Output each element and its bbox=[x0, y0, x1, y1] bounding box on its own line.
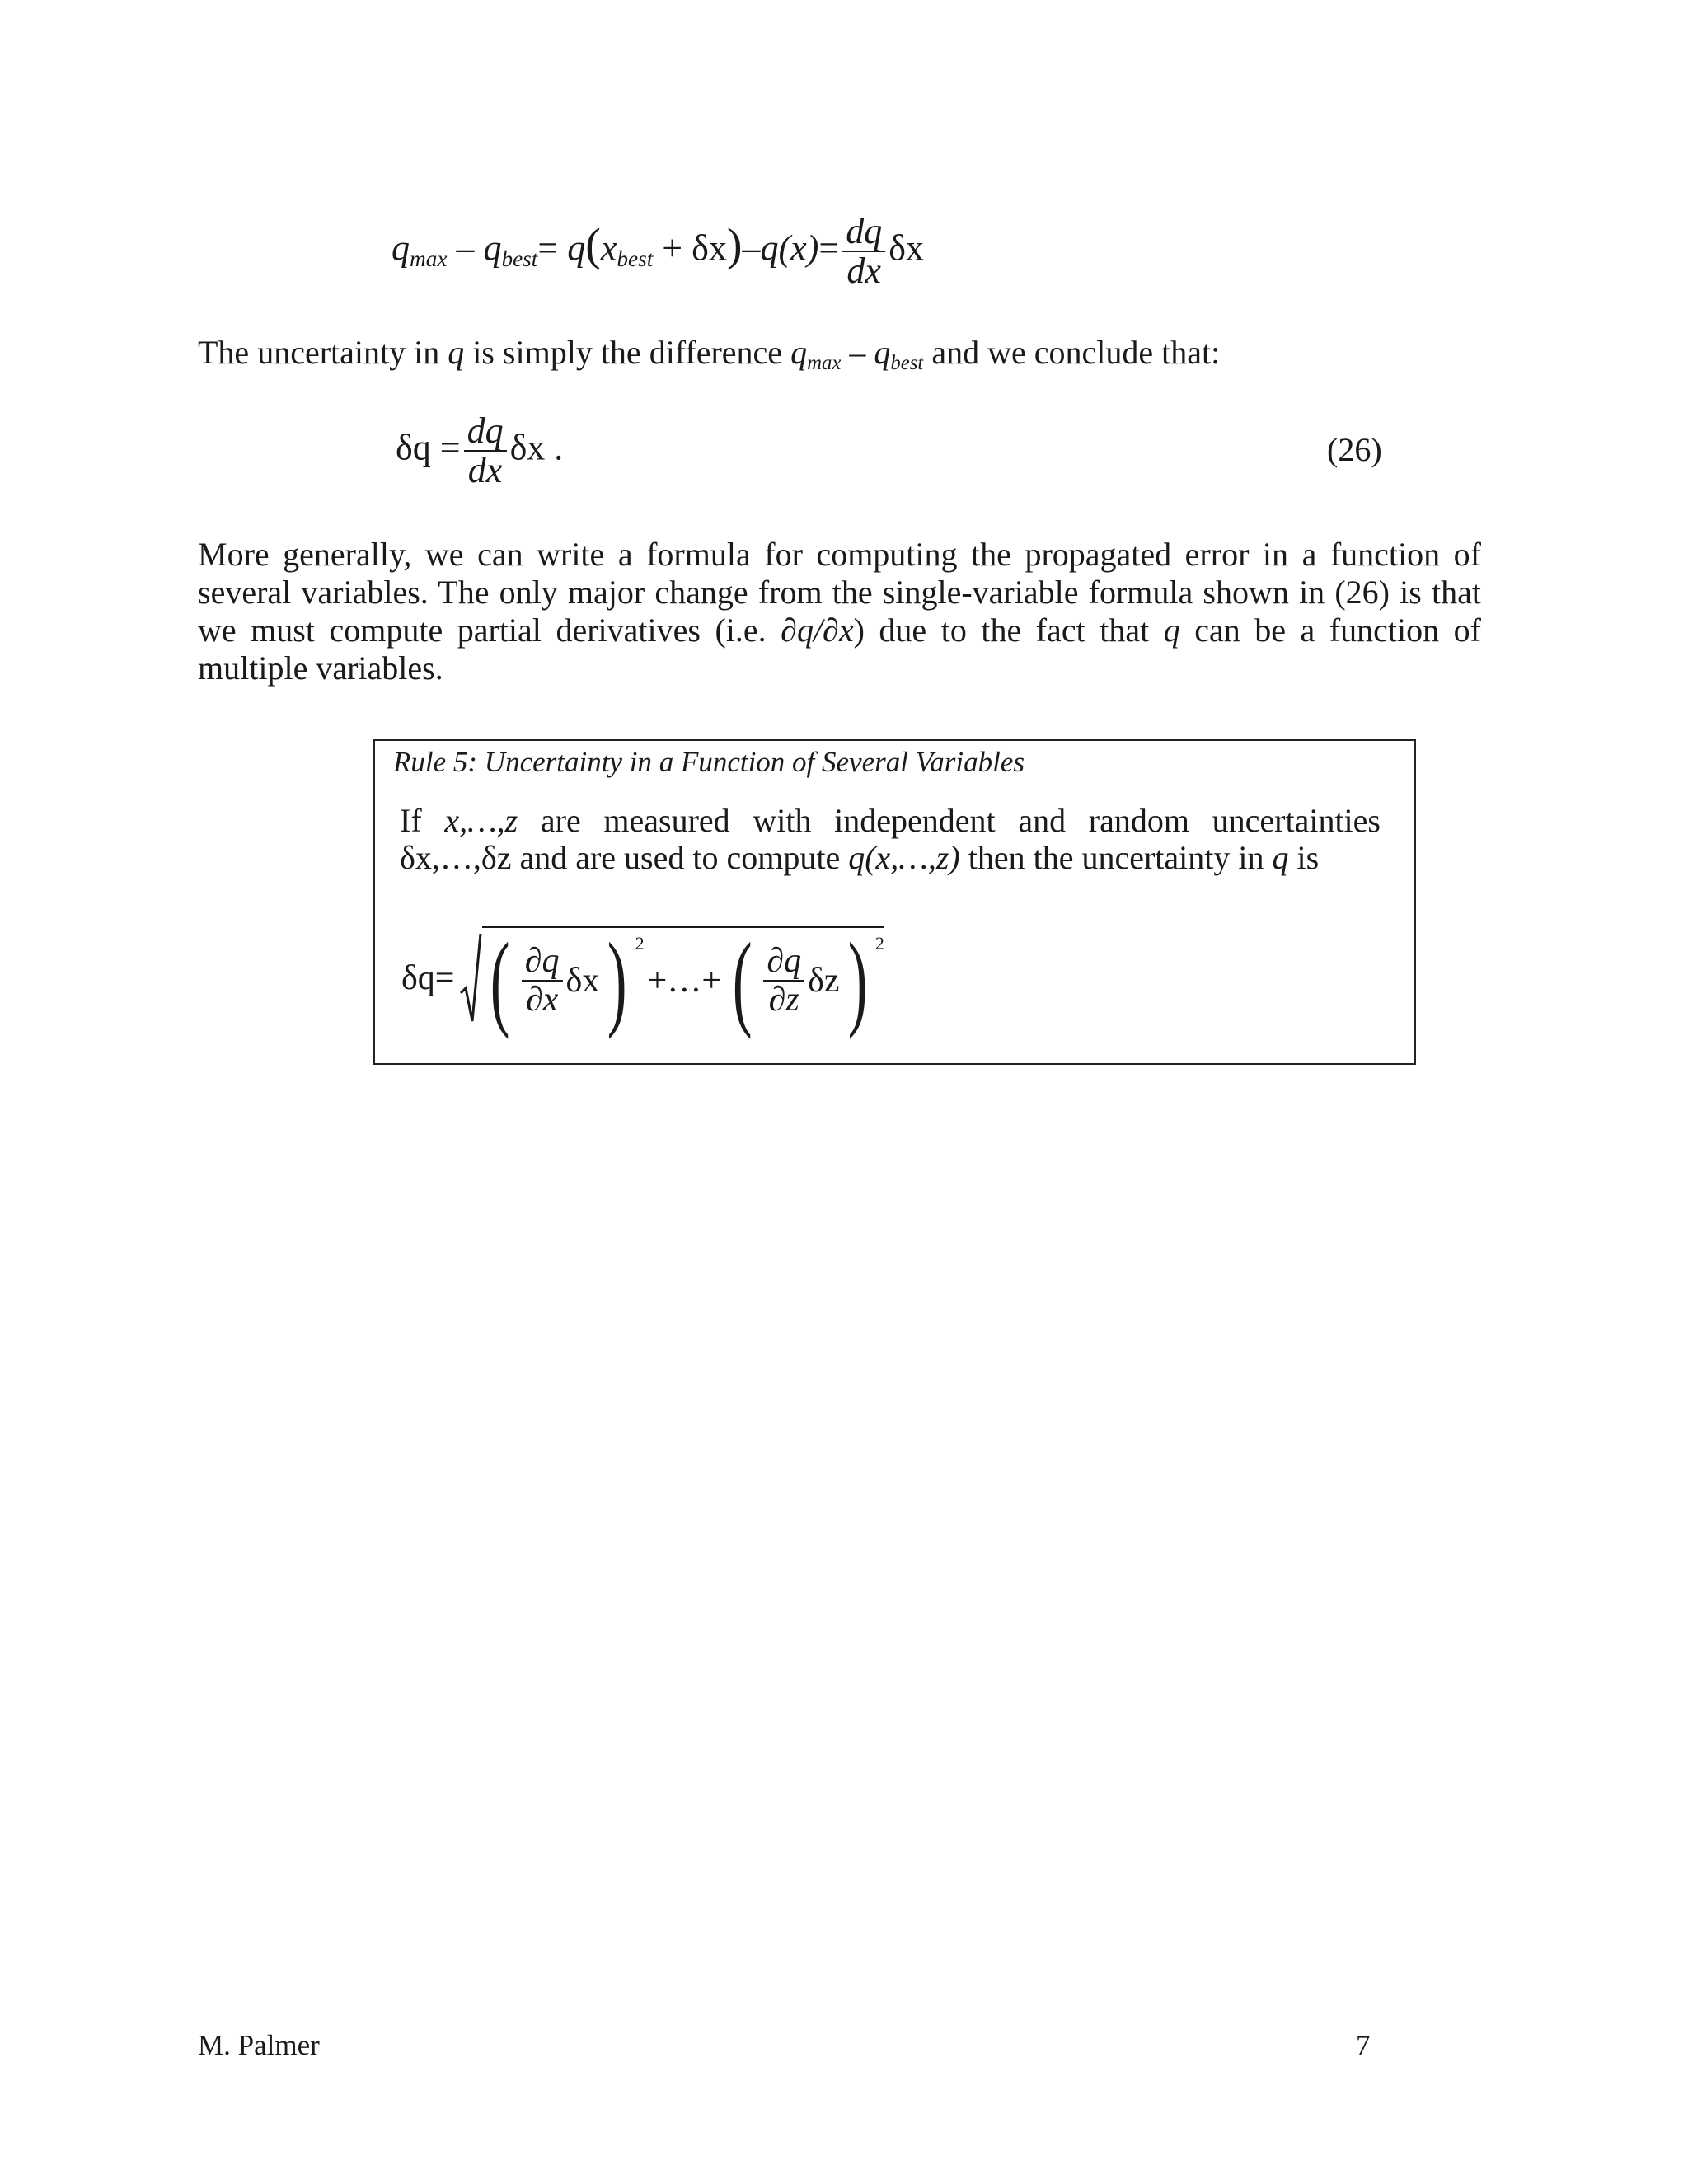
fraction-denominator: dx bbox=[846, 251, 881, 292]
text: The uncertainty in bbox=[198, 334, 448, 371]
math-subscript: best bbox=[890, 351, 924, 374]
paragraph-general bbox=[198, 536, 1481, 687]
math-q: q bbox=[448, 334, 465, 371]
paragraph-line: multiple variables. bbox=[198, 649, 443, 687]
fraction-denominator: dx bbox=[467, 450, 503, 491]
math-q: q bbox=[874, 334, 891, 371]
fraction-numerator: dq bbox=[464, 412, 507, 452]
eq-fraction bbox=[842, 213, 885, 290]
text: then the uncertainty in bbox=[959, 839, 1273, 876]
eq-operator: +…+ bbox=[647, 961, 722, 1000]
fraction-denominator: ∂x bbox=[525, 980, 559, 1019]
paragraph-line bbox=[198, 612, 1481, 649]
eq-symbol: δz bbox=[808, 961, 840, 1000]
math-q: q bbox=[790, 334, 808, 371]
eq-operator: = bbox=[537, 227, 568, 269]
paren-left: ( bbox=[732, 921, 753, 1040]
footer-page-number: 7 bbox=[1356, 2029, 1371, 2061]
text: – bbox=[841, 334, 874, 371]
paragraph-line: several variables. The only major change from the single-variable formula shown in (26) is that bbox=[198, 574, 1481, 611]
text: and are used to compute bbox=[511, 839, 849, 876]
rule5-line2 bbox=[400, 838, 1319, 877]
rule5-title: Rule 5: Uncertainty in a Function of Several Variables bbox=[393, 746, 1025, 778]
text: can be a function of bbox=[1179, 612, 1481, 649]
eq-symbol: q(x) bbox=[760, 227, 819, 269]
eq-operator: = bbox=[434, 959, 455, 997]
eq-symbol: δq bbox=[401, 959, 435, 997]
eq-symbol: q bbox=[392, 227, 410, 269]
exponent: 2 bbox=[635, 932, 645, 954]
text: ) due to the fact that bbox=[853, 612, 1164, 649]
paragraph-line: More generally, we can write a formula for computing the propagated error in a function of bbox=[198, 536, 1481, 573]
eq-symbol: δx bbox=[692, 227, 727, 269]
paren-right: ) bbox=[607, 921, 627, 1040]
paren-left: ( bbox=[490, 921, 511, 1040]
partial-fraction-x bbox=[522, 943, 563, 1017]
equation-26 bbox=[396, 412, 563, 490]
eq-subscript: best bbox=[501, 246, 538, 271]
eq-symbol: δq bbox=[396, 427, 431, 468]
math-q: q bbox=[1272, 839, 1289, 876]
eq-operator: + bbox=[653, 227, 692, 269]
text: we must compute partial derivatives (i.e. bbox=[198, 612, 781, 649]
eq-symbol: δx bbox=[889, 227, 924, 269]
math-partial: ∂q/∂x bbox=[781, 612, 854, 649]
text: is simply the difference bbox=[464, 334, 791, 371]
rule5-formula bbox=[401, 921, 884, 1040]
eq-symbol: q bbox=[567, 227, 586, 269]
math-subscript: max bbox=[807, 351, 842, 374]
math-q: q bbox=[1163, 612, 1180, 649]
eq-subscript: best bbox=[617, 246, 654, 271]
eq-subscript: max bbox=[410, 246, 448, 271]
eq-symbol: δx bbox=[565, 961, 600, 1000]
math-vars: x,…,z bbox=[444, 802, 518, 839]
eq-symbol: δx . bbox=[509, 427, 564, 468]
text: are measured with independent and random uncertainties bbox=[518, 802, 1381, 839]
partial-fraction-z bbox=[763, 943, 804, 1017]
eq-operator: – bbox=[447, 227, 484, 269]
exponent: 2 bbox=[874, 932, 884, 954]
math-deltas: δx,…,δz bbox=[400, 839, 512, 876]
fraction-numerator: ∂q bbox=[763, 943, 804, 981]
paren-right: ) bbox=[847, 921, 868, 1040]
eq-symbol: x bbox=[600, 227, 617, 269]
equation-number: (26) bbox=[1327, 431, 1382, 468]
rule5-line1 bbox=[400, 801, 1381, 840]
text: and we conclude that: bbox=[923, 334, 1221, 371]
eq-fraction bbox=[464, 412, 507, 490]
eq-paren: ( bbox=[585, 219, 601, 271]
text: If bbox=[400, 802, 445, 839]
footer-author: M. Palmer bbox=[198, 2029, 320, 2061]
math-function: q(x,…,z) bbox=[848, 839, 960, 876]
equation-qmax-qbest bbox=[392, 213, 924, 290]
fraction-numerator: ∂q bbox=[522, 943, 563, 981]
eq-symbol: q bbox=[483, 227, 502, 269]
rule5-box bbox=[373, 739, 1416, 1065]
sentence-uncertainty bbox=[198, 333, 1220, 375]
sqrt-radicand bbox=[482, 921, 884, 1040]
eq-operator: = bbox=[818, 227, 840, 269]
eq-operator: – bbox=[742, 227, 761, 269]
fraction-numerator: dq bbox=[842, 213, 885, 252]
eq-paren: ) bbox=[726, 219, 743, 271]
sqrt-icon bbox=[459, 929, 482, 1028]
text: is bbox=[1288, 839, 1320, 876]
eq-operator: = bbox=[430, 427, 461, 468]
fraction-denominator: ∂z bbox=[768, 980, 799, 1019]
